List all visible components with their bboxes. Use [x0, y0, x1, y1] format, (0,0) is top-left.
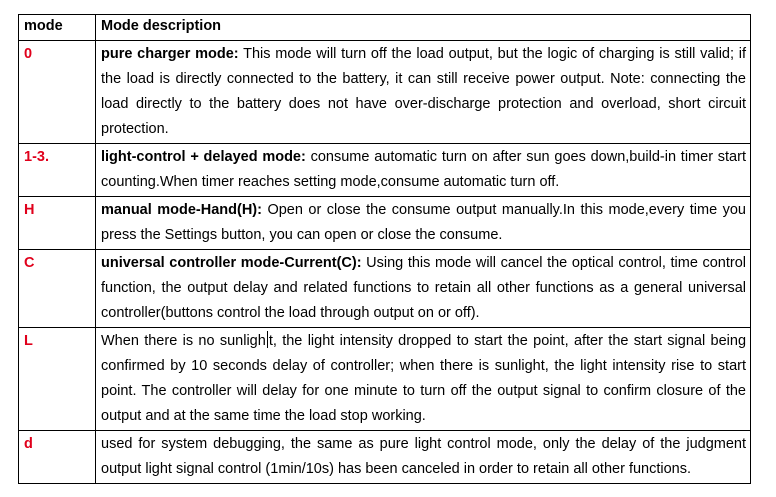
header-description: Mode description: [96, 15, 751, 41]
mode-text: t, the light intensity dropped to start the point, after the start signal being confirmed by 10 seconds delay of controller; when there is sunlight, the light intensity rise to start point. The controller will delay for one minute to turn off the output signal to confirm closure of the output and at the same time the load stop working.: [101, 333, 747, 424]
table-row: [19, 431, 751, 484]
mode-description: [96, 250, 751, 328]
mode-code: d: [19, 431, 96, 484]
table-row: [19, 197, 751, 250]
mode-code: H: [19, 197, 96, 250]
table-row: [19, 250, 751, 328]
mode-code: L: [19, 328, 96, 431]
mode-title: light-control + delayed mode:: [101, 149, 306, 165]
table-row: [19, 328, 751, 431]
mode-text: This mode will turn off the load output, but the logic of charging is still valid; if the load is directly connected to the battery, it can still receive power output. Note: connecting the load directly to the battery does not have over-discharge protection and overload, short circuit protection.: [101, 46, 747, 137]
mode-text: When there is no sunligh: [101, 333, 266, 349]
mode-text: used for system debugging, the same as pure light control mode, only the delay of the judgment output light signal control (1min/10s) has been canceled in order to retain all other functions.: [101, 436, 746, 477]
text-cursor: [267, 331, 268, 348]
mode-code: C: [19, 250, 96, 328]
mode-description: [96, 41, 751, 144]
mode-text: Open or close the consume output manually.In this mode,every time you press the Settings button, you can open or close the consume.: [101, 202, 746, 243]
mode-description: [96, 144, 751, 197]
table-row: [19, 144, 751, 197]
mode-code: 1-3.: [19, 144, 96, 197]
mode-text: Using this mode will cancel the optical control, time control function, the output delay and related functions to retain all other functions as a general universal controller(buttons control the load through output on or off).: [101, 255, 747, 321]
mode-description: [96, 431, 751, 484]
mode-table-container: [18, 14, 751, 484]
mode-code: 0: [19, 41, 96, 144]
mode-title: universal controller mode-Current(C):: [101, 255, 362, 271]
mode-table: [18, 14, 751, 484]
header-mode: mode: [19, 15, 96, 41]
mode-description[interactable]: [96, 328, 751, 431]
table-row: [19, 41, 751, 144]
mode-description: [96, 197, 751, 250]
mode-title: pure charger mode:: [101, 46, 239, 62]
mode-text: consume automatic turn on after sun goes down,build-in timer start counting.When timer reaches setting mode,consume automatic turn off.: [101, 149, 746, 190]
table-header-row: [19, 15, 751, 41]
mode-title: manual mode-Hand(H):: [101, 202, 262, 218]
